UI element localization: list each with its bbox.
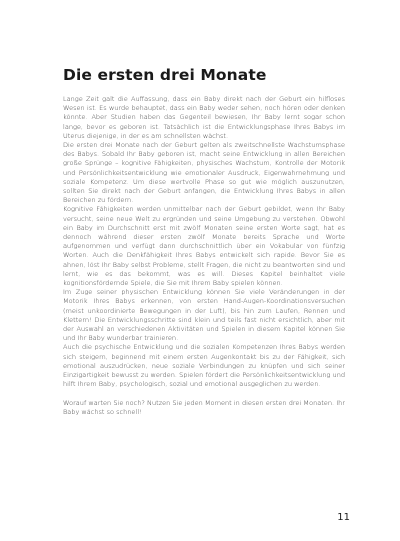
paragraph-5: Auch die psychische Entwicklung und die sozialen Kompetenzen Ihres Babys werden sich steigern, beginnend mit einem ersten Augenkontakt bis zu der Fähigkeit, sich emotional auszudrücken, neue soziale Verbindungen zu knüpfen und sich seiner Einzigartigkeit bewusst zu werden. Spielen fördert die Persönlichkeitsentwicklung und hilft Ihrem Baby, psychologisch, sozial und emotional ausgeglichen zu werden. [63, 343, 345, 389]
paragraph-1: Lange Zeit galt die Auffassung, dass ein Baby direkt nach der Geburt ein hilfloses Wesen ist. Es wurde behauptet, dass ein Baby weder sehen, noch hören oder denken könnte. Aber Studien haben das Gegenteil bewiesen, Ihr Baby lernt sogar schon lange, bevor es geboren ist. Tatsächlich ist die Entwicklungsphase Ihres Babys im Uterus diejenige, in der es am schnellsten wächst. [63, 95, 345, 140]
page-title: Die ersten drei Monate [63, 66, 267, 84]
paragraph-6: Worauf warten Sie noch? Nutzen Sie jeden Moment in diesen ersten drei Monaten. Ihr Baby wächst so schnell! [63, 398, 345, 416]
paragraph-3: Kognitive Fähigkeiten werden unmittelbar nach der Geburt gebildet, wenn Ihr Baby versucht, seine neue Welt zu ergründen und seine Umgebung zu verstehen. Obwohl ein Baby im Durchschnitt erst mit zwölf Monaten seine ersten Worte sagt, hat es dennoch während dieser ersten zwölf Monate bereits Sprache und Worte aufgenommen und verfügt dann durchschnittlich über ein Vokabular von fünfzig Worten. Auch die Denkfähigkeit Ihres Babys entwickelt sich rapide. Bevor Sie es ahnen, löst Ihr Baby selbst Probleme, stellt Fragen, die nicht zu beantworten sind und lernt, wie es das bekommt, was es will. Dieses Kapitel beinhaltet viele kognitionsfördernde Spiele, die Sie mit Ihrem Baby spielen können. [63, 205, 345, 288]
page-number: 11 [337, 512, 350, 523]
paragraph-4: Im Zuge seiner physischen Entwicklung können Sie viele Veränderungen in der Motorik Ihres Babys erkennen, von ersten Hand-Augen-Koordinationsversuchen (meist unkoordinierte Bewegungen in der Luft), bis hin zum Laufen, Rennen und Klettern! Die Entwicklungsschritte sind klein und teils fast nicht ersichtlich, aber mit der Auswahl an verschiedenen Aktivitäten und Spielen in diesem Kapitel können Sie und Ihr Baby wunderbar trainieren. [63, 288, 345, 343]
body-text [63, 95, 345, 417]
paragraph-2: Die ersten drei Monate nach der Geburt gelten als zweitschnellste Wachstumsphase des Babys. Sobald Ihr Baby geboren ist, macht seine Entwicklung in allen Bereichen große Sprünge – kognitive Fähigkeiten, physisches Wachstum, Kontrolle der Motorik und Persönlichkeitsentwicklung wie emotionaler Ausdruck, Eigenwahrnehmung und soziale Kompetenz. Um diese wertvolle Phase so gut wie möglich auszunutzen, sollten Sie direkt nach der Geburt anfangen, die Entwicklung Ihres Babys in allen Bereichen zu fördern. [63, 141, 345, 205]
